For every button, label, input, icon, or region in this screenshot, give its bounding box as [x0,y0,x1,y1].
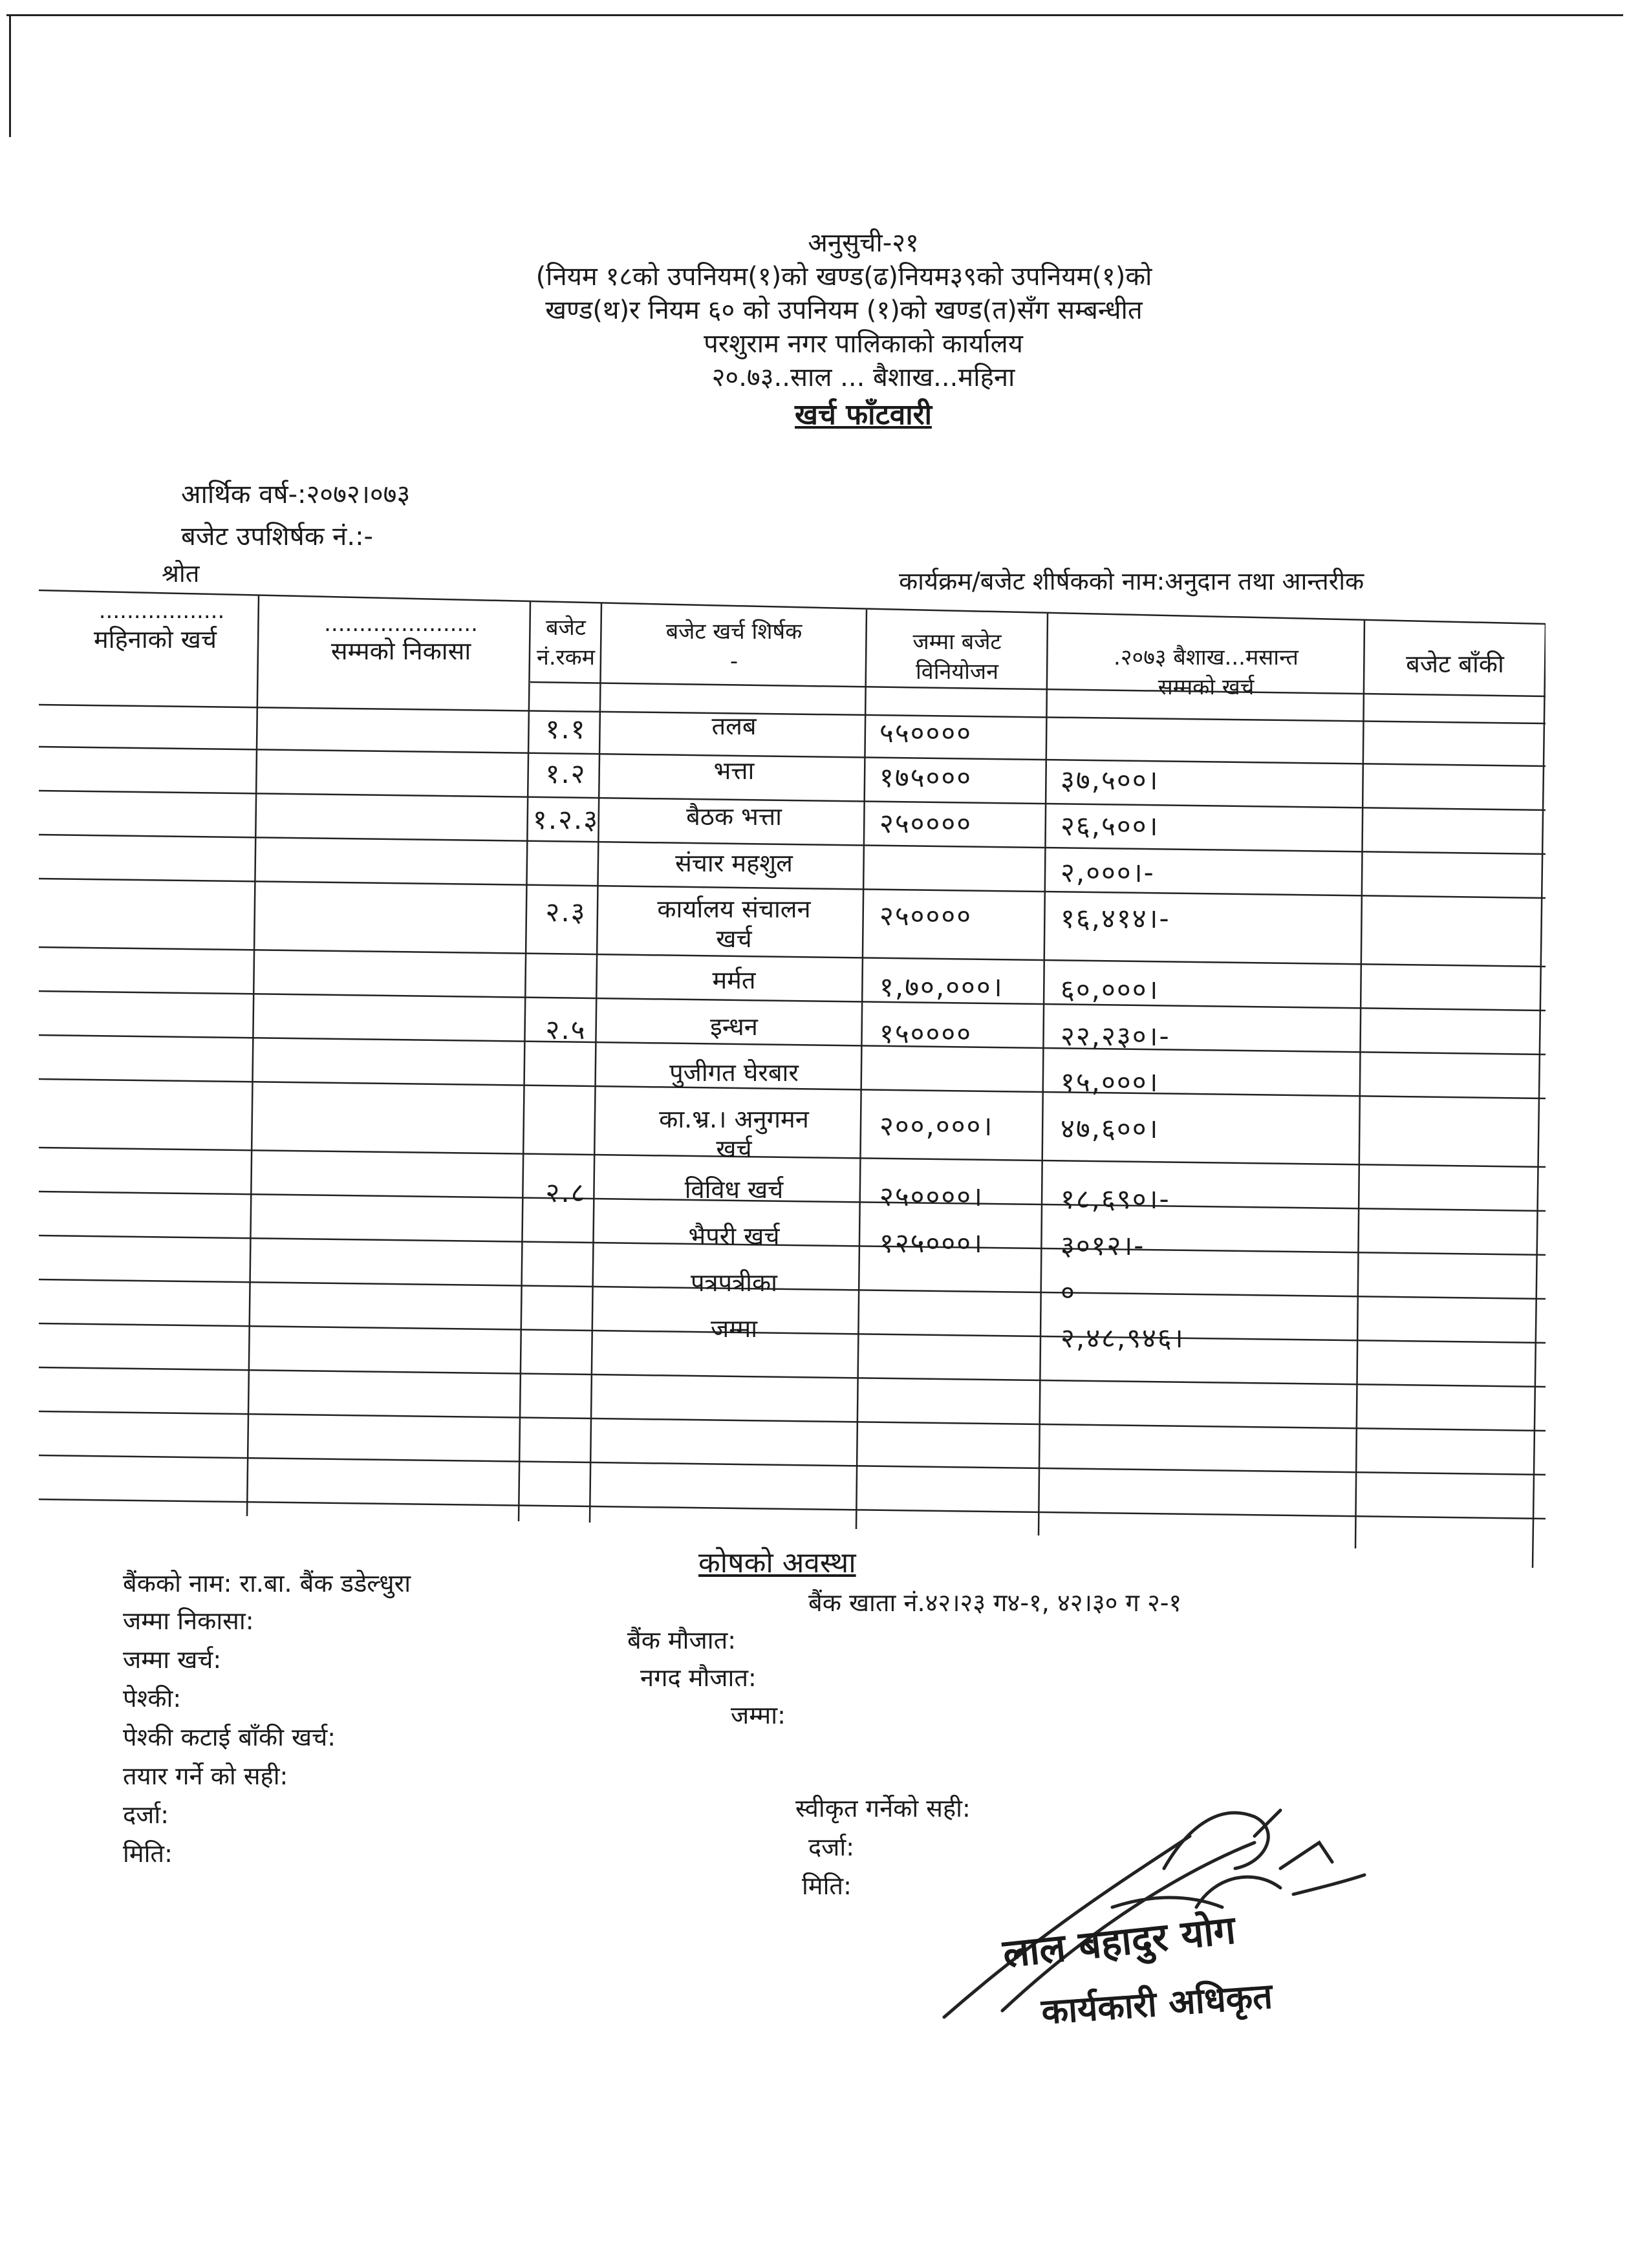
signatory-name: लाल बहादुर योग [1000,1907,1238,1977]
row-allocation: २५००००। [879,1181,984,1212]
row-allocation: १२५०००। [879,1227,984,1259]
prepared-date: मिति: [123,1839,173,1868]
remaining-after-advance: पेश्की कटाई बाँकी खर्च: [123,1723,336,1751]
row-head-line2: खर्च [716,1135,752,1163]
treasury-title: कोषको अवस्था [698,1546,856,1579]
row-head: संचार महशुल [675,849,793,877]
schedule-number: अनुसुची-२१ [808,228,919,258]
row-allocation: १,७०,०००। [879,971,1004,1003]
row-allocation: १५०००० [879,1018,973,1049]
treasury-total: जम्मा: [731,1701,786,1729]
row-head: बैठक भत्ता [686,802,782,831]
row-expense: २,४८,९४६। [1061,1322,1185,1354]
col-budget-head: बजेट खर्च शिर्षक [665,619,803,645]
col-remaining: बजेट बाँकी [1406,650,1504,678]
scan-edge-top [6,14,1623,16]
prepared-rank: दर्जा: [123,1801,169,1829]
total-expense: जम्मा खर्च: [123,1645,222,1674]
row-allocation: २५०००० [879,900,973,932]
row-head: मर्मत [712,966,756,994]
row-expense: १५,०००। [1061,1066,1159,1098]
total-release: जम्मा निकासा: [123,1607,254,1635]
col-release: सम्मको निकासा [330,637,471,665]
year-month: २०.७३..साल ... बैशाख...महिना [711,363,1015,392]
row-head: पत्रपत्रीका [691,1268,777,1297]
row-expense: २२,२३०।- [1061,1020,1170,1052]
row-head: इन्धन [710,1012,758,1041]
bank-balance: बैंक मौजात: [627,1626,737,1654]
row-code: २.८ [545,1177,587,1208]
row-head: कार्यालय संचालन [657,895,811,923]
row-code: २.५ [545,1014,587,1045]
signatory-title: कार्यकारी अधिकृत [1040,1975,1274,2033]
row-allocation: २५०००० [879,808,973,839]
fiscal-year: आर्थिक वर्ष-:२०७२।०७३ [181,480,411,509]
row-head-line2: खर्च [716,925,752,953]
rule-reference-2: खण्ड(थ)र नियम ६० को उपनियम (१)को खण्ड(त)सँग सम्बन्धीत [545,295,1143,325]
office-name: परशुराम नगर पालिकाको कार्यालय [704,329,1023,359]
col-release-dots: ...................... [324,611,478,637]
advance: पेश्की: [123,1684,182,1713]
col-cumulative-1: .२०७३ बैशाख...मसान्त [1114,645,1299,670]
row-code: १.२.३ [532,804,599,835]
row-expense: ६०,०००। [1061,974,1159,1005]
row-expense: ० [1061,1276,1076,1308]
document-title: खर्च फाँटवारी [795,398,932,431]
row-head: भत्ता [713,756,755,785]
col-cumulative-2: सम्मको खर्च [1158,674,1255,700]
bank-name: बैंकको नाम: रा.बा. बैंक डडेल्धुरा [123,1569,411,1598]
row-expense: १८,६९०।- [1061,1183,1170,1215]
scan-edge-left [9,14,11,137]
program-name: कार्यक्रम/बजेट शीर्षकको नाम:अनुदान तथा आन्तरीक [899,567,1364,595]
row-head: जम्मा [710,1314,758,1343]
rule-reference-1: (नियम १८को उपनियम(१)को खण्ड(ढ)नियम३९को उपनियम(१)को [535,262,1152,292]
row-code: १.१ [545,713,587,745]
row-allocation: १७५००० [879,762,973,793]
row-code: १.२ [545,758,587,789]
col-budget-no-1: बजेट [546,615,586,641]
col-month-expense: महिनाको खर्च [94,625,217,654]
expense-table [39,585,1546,1568]
approved-by: स्वीकृत गर्नेको सही: [795,1794,971,1823]
col-budget-head-sub: - [729,648,738,674]
row-expense: ३७,५००। [1061,764,1159,796]
row-expense: ३०१२।- [1061,1230,1145,1261]
row-head: भैपरी खर्च [688,1222,780,1250]
row-head: तलब [711,712,757,740]
col-budget-no-2: नं.रकम [536,645,596,670]
row-allocation: २००,०००। [879,1110,994,1142]
document-header [0,226,1649,432]
cash-balance: नगद मौजात: [640,1664,757,1692]
row-allocation: ५५०००० [879,717,973,749]
col-month-dots: .................. [98,598,225,624]
row-code: २.३ [545,896,587,928]
bank-account: बैंक खाता नं.४२।२३ ग४-१, ४२।३० ग २-१ [808,1589,1182,1617]
approved-date: मिति: [802,1872,852,1900]
col-allocation-2: विनियोजन [915,659,998,685]
budget-subheading: बजेट उपशिर्षक नं.:- [181,522,373,551]
row-head: विविध खर्च [684,1175,784,1204]
row-expense: २,०००।- [1061,857,1155,888]
approved-rank: दर्जा: [808,1833,855,1861]
col-allocation-1: जम्मा बजेट [912,629,1002,655]
source-label: श्रोत [162,559,200,588]
prepared-by: तयार गर्ने को सही: [123,1762,288,1790]
row-head: का.भ्र.। अनुगमन [659,1105,809,1133]
row-expense: २६,५००। [1061,810,1159,842]
row-expense: १६,४१४।- [1061,903,1170,934]
row-head: पुजीगत घेरबार [669,1058,799,1087]
row-expense: ४७,६००। [1061,1113,1159,1144]
